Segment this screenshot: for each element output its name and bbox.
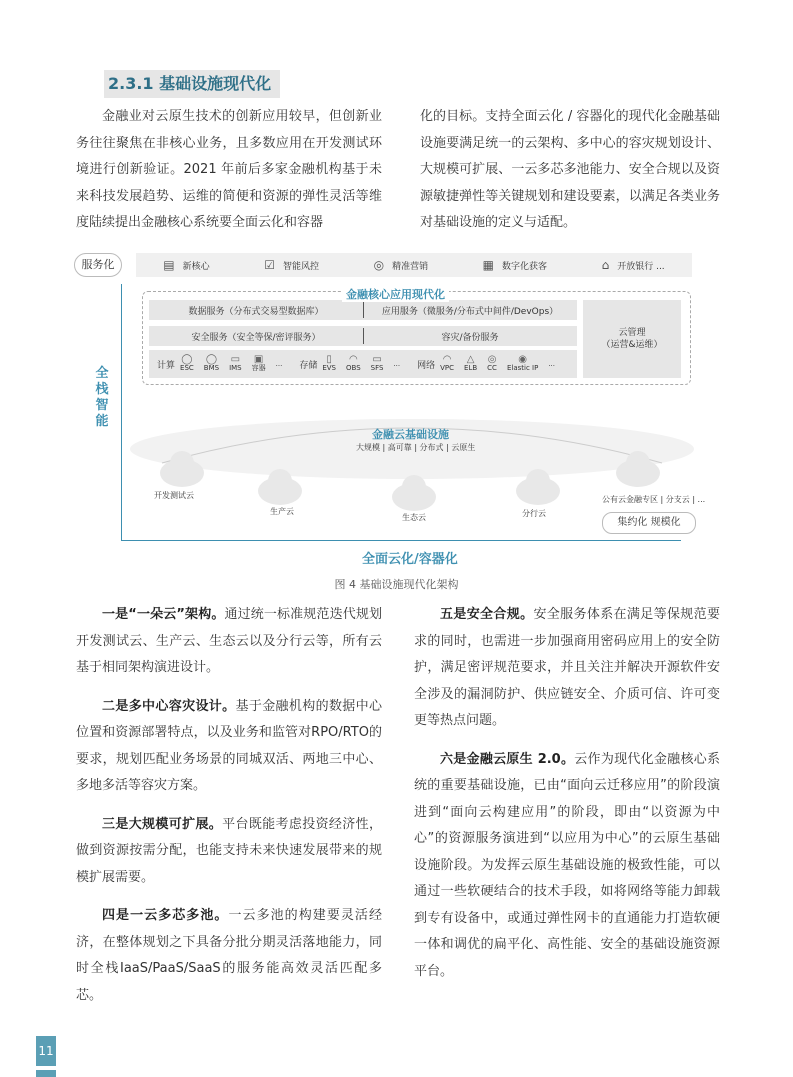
paragraph-text: 一云多池的构建要灵活经济，在整体规划之下具备分批分期灵活落地能力，同时全栈IaaS/PaaS/SaaS的服务能高效灵活匹配多芯。: [76, 908, 382, 1003]
cloud-server-icon: ◯: [181, 354, 193, 365]
dr-service: 容灾/备份服务: [441, 332, 499, 343]
balancer-icon: △: [466, 354, 475, 365]
cloud-storage-icon: ◠: [348, 354, 358, 365]
paragraph-heading: 三是大规模可扩展。: [102, 816, 223, 832]
bank-icon: ⌂: [601, 258, 610, 272]
compute-item: [229, 355, 242, 373]
architecture-diagram: [72, 248, 724, 588]
ip-icon: ◉: [518, 354, 527, 365]
service-item-label: 精准营销: [392, 261, 429, 272]
paragraph-text: 云作为现代化金融核心系统的重要基础设施，已由“面向云迁移应用”的阶段演进到“面向云构建应用”的阶段，即由“以资源为中心”的资源服务演进到“以应用为中心”的云原生基础设施阶段。为发挥云原生基础设施的极致性能，可以通过一些软硬结合的技术手段，如将网络等能力卸载到专有设备中，或通过弹性网卡的直通能力打造软硬一体和调优的扁平化、高性能、安全的基础设施资源平台。: [414, 751, 720, 979]
figure-caption: 图 4 基础设施现代化架构: [334, 578, 459, 591]
network-item-label: VPC: [440, 364, 455, 372]
service-item: [264, 258, 319, 272]
service-item-label: 数字化获客: [502, 261, 548, 272]
network-item-label: CC: [487, 364, 497, 372]
paragraph-text: 平台既能考虑投资经济性，做到资源按需分配，也能支持未来快速发展带来的规模扩展需要。: [76, 816, 382, 885]
divider: [363, 328, 364, 344]
paragraph-heading: 六是金融云原生 2.0。: [440, 751, 575, 767]
body-right-column: [414, 602, 720, 997]
storage-item-label: EVS: [322, 364, 336, 372]
service-item-label: 新核心: [182, 261, 210, 272]
app-modernization-box: [142, 291, 691, 385]
storage-item: [346, 355, 361, 373]
paragraph: [76, 602, 382, 682]
cloud-label: 公有云金融专区 | 分支云 | ...: [602, 495, 706, 504]
service-item-label: 开放银行 ...: [617, 261, 665, 272]
folder-icon: ▭: [372, 354, 382, 365]
paragraph-text: 通过统一标准规范迭代规划开发测试云、生产云、生态云以及分行云等，所有云基于相同架构演进设计。: [76, 607, 382, 675]
service-item: [483, 258, 547, 272]
divider: [363, 302, 364, 318]
network-label: 网络: [417, 360, 436, 371]
intro-left-text: 金融业对云原生技术的创新应用较早，但创新业务往往聚焦在非核心业务，且多数应用在开发测试环境进行创新验证。2021 年前后多家金融机构基于未来科技发展趋势、运维的简便和资源的弹性灵活等维度陆续提出金融核心系统要全面云化和容器: [76, 109, 382, 230]
compute-item-label: 容器: [251, 364, 266, 372]
paragraph: [76, 903, 382, 1009]
service-band: [136, 253, 692, 277]
service-row: [74, 252, 692, 278]
network-item: [548, 360, 555, 369]
compute-item: [180, 355, 194, 373]
intro-left-column: [76, 104, 382, 237]
scale-tag: 集约化 规模化: [602, 512, 696, 534]
y-axis-label: 全栈智能: [95, 366, 109, 429]
x-axis-line: [121, 540, 681, 541]
location-icon: ◎: [373, 258, 385, 272]
section-title: 2.3.1 基础设施现代化: [104, 70, 280, 98]
storage-item-label: OBS: [346, 364, 361, 372]
network-item: [507, 355, 538, 373]
compute-item: [204, 355, 219, 373]
container-icon: ▣: [253, 354, 264, 365]
cloud-management: 云管理 （运营&运维）: [583, 300, 681, 378]
network-item-label: ELB: [464, 364, 478, 372]
shield-check-icon: ☑: [264, 258, 275, 272]
paragraph-heading: 二是多中心容灾设计。: [102, 698, 236, 714]
service-item: [163, 258, 209, 272]
compute-label: 计算: [157, 360, 176, 371]
page-number: 11: [36, 1036, 56, 1066]
storage-item-label: SFS: [370, 364, 384, 372]
cloud-label: 开发测试云: [154, 491, 194, 500]
service-item-label: 智能风控: [282, 261, 319, 272]
service-label: 服务化: [74, 253, 122, 277]
server-icon: ▤: [163, 258, 175, 272]
paragraph-heading: 五是安全合规。: [440, 607, 534, 622]
compute-item-label: ...: [275, 359, 283, 368]
cloud-server-icon: ◯: [205, 354, 218, 365]
infrastructure-bar: [149, 350, 577, 378]
cloud-label: 分行云: [522, 509, 546, 518]
compute-item-label: IMS: [229, 364, 242, 372]
storage-item: [371, 355, 384, 373]
paragraph-heading: 四是一云多芯多池。: [102, 908, 229, 923]
compute-item-label: ESC: [180, 364, 194, 372]
app-service: 应用服务（微服务/分布式中间件/DevOps）: [381, 306, 559, 317]
network-item: [464, 355, 477, 373]
cloud-label: 生产云: [270, 507, 294, 516]
paragraph: [414, 747, 720, 986]
intro-right-text: 化的目标。支持全面云化 / 容器化的现代化金融基础设施要满足统一的云架构、多中心的容灾规划设计、大规模可扩展、一云多芯多池能力、安全合规以及资源敏捷弹性等关键规划和建设要素，以满足各类业务对基础设施的定义与适配。: [420, 109, 720, 230]
paragraph: [414, 602, 720, 735]
data-service: 数据服务（分布式交易型数据库）: [188, 306, 324, 317]
storage-label: 存储: [299, 360, 318, 371]
cloud-shape: [392, 475, 436, 511]
cloud-infra-subtitle: 大规模 | 高可靠 | 分布式 | 云原生: [356, 443, 476, 452]
network-item: [487, 355, 497, 373]
service-item: [602, 258, 665, 272]
cloud-infra-title: 金融云基础设施: [372, 428, 449, 441]
compute-item-label: BMS: [203, 364, 220, 372]
intro-right-column: [420, 104, 720, 237]
service-item: [374, 258, 429, 272]
x-axis-label: 全面云化/容器化: [362, 552, 458, 567]
storage-item: [393, 360, 400, 369]
paragraph: [76, 694, 382, 800]
network-item: [440, 355, 454, 373]
paragraph-heading: 一是“一朵云”架构。: [102, 607, 225, 622]
security-service: 安全服务（安全等保/密评服务）: [191, 332, 321, 343]
storage-item-label: ...: [393, 359, 401, 368]
cloud-label: 生态云: [402, 513, 426, 522]
compute-item: [252, 355, 266, 373]
app-modernization-title: 金融核心应用现代化: [342, 286, 449, 302]
globe-icon: ◎: [487, 354, 497, 365]
paragraph: [76, 812, 382, 892]
paragraph-text: 基于金融机构的数据中心位置和资源部署特点，以及业务和监管对RPO/RTO的要求，规划匹配业务场景的同城双活、两地三中心、多地多活等容灾方案。: [76, 698, 382, 793]
body-left-column: [76, 602, 382, 1021]
document-icon: ▦: [482, 258, 494, 272]
image-icon: ▭: [230, 354, 241, 365]
network-item-label: Elastic IP: [506, 364, 539, 372]
storage-item: [322, 355, 336, 373]
paragraph-text: 安全服务体系在满足等保规范要求的同时，也需进一步加强商用密码应用上的安全防护，满足密评规范要求，并且关注并解决开源软件安全涉及的漏洞防护、供应链安全、介质可信、许可变更等热点问题。: [414, 607, 720, 728]
page-marker: [36, 1070, 56, 1077]
cloud-network-icon: ◠: [442, 354, 452, 365]
compute-item: [276, 360, 283, 369]
network-item-label: ...: [548, 359, 555, 368]
disk-icon: ▯: [326, 354, 332, 365]
